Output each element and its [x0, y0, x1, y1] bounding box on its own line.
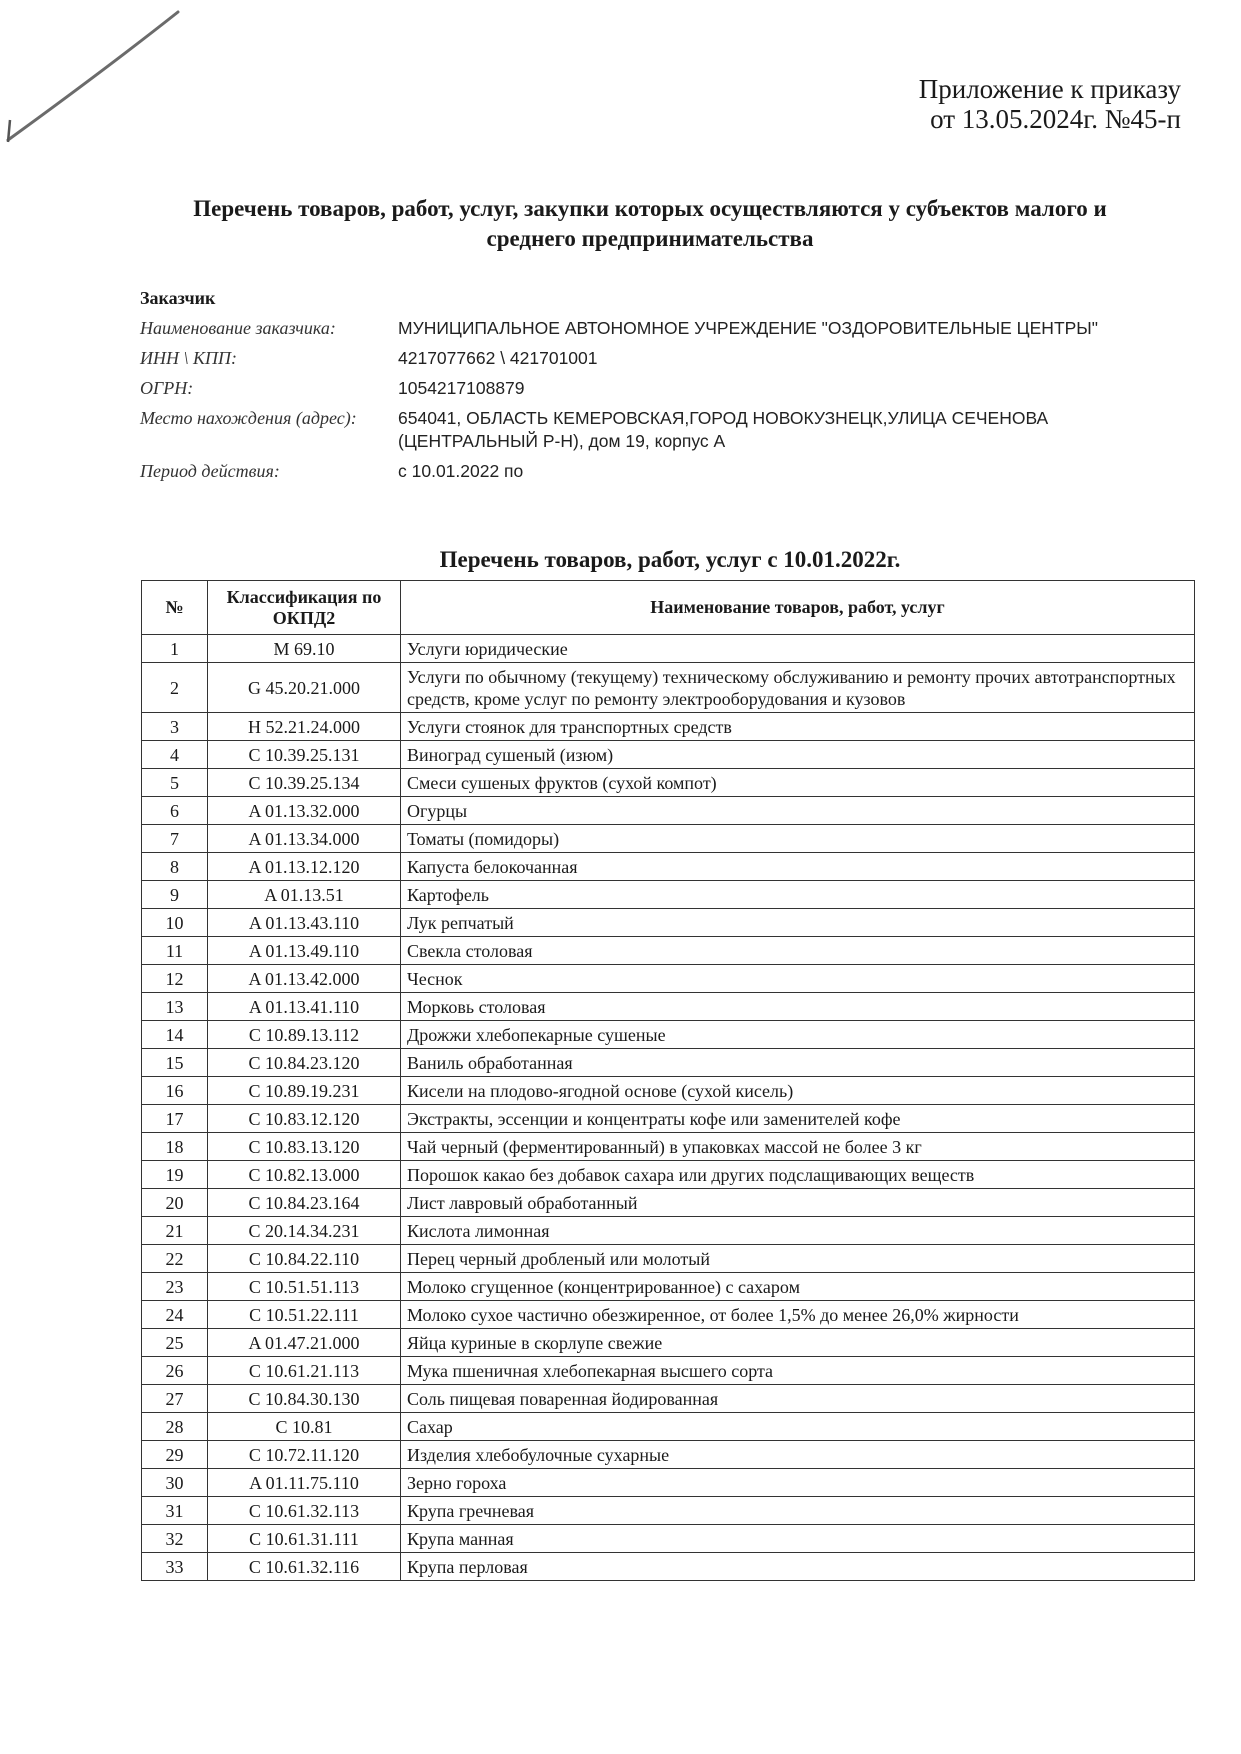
cell-name: Молоко сгущенное (концентрированное) с сахаром — [401, 1273, 1195, 1301]
cell-num: 20 — [142, 1189, 208, 1217]
customer-field-label: Наименование заказчика: — [140, 318, 336, 338]
customer-heading: Заказчик — [140, 288, 216, 308]
cell-code: C 10.84.30.130 — [208, 1385, 401, 1413]
cell-num: 24 — [142, 1301, 208, 1329]
cell-num: 23 — [142, 1273, 208, 1301]
cell-num: 5 — [142, 769, 208, 797]
document-title-line-2: среднего предпринимательства — [486, 226, 814, 251]
customer-field-row — [140, 407, 1170, 453]
cell-name: Чеснок — [401, 965, 1195, 993]
cell-name: Ваниль обработанная — [401, 1049, 1195, 1077]
cell-name: Молоко сухое частично обезжиренное, от более 1,5% до менее 26,0% жирности — [401, 1301, 1195, 1329]
items-table — [141, 580, 1195, 1581]
cell-num: 11 — [142, 937, 208, 965]
table-row — [142, 1497, 1195, 1525]
cell-name: Соль пищевая поваренная йодированная — [401, 1385, 1195, 1413]
table-row — [142, 1049, 1195, 1077]
cell-num: 18 — [142, 1133, 208, 1161]
cell-num: 26 — [142, 1357, 208, 1385]
customer-fields — [140, 317, 1170, 483]
cell-name: Зерно гороха — [401, 1469, 1195, 1497]
cell-num: 4 — [142, 741, 208, 769]
cell-name: Услуги юридические — [401, 635, 1195, 663]
cell-name: Экстракты, эссенции и концентраты кофе или заменителей кофе — [401, 1105, 1195, 1133]
customer-section — [140, 288, 1170, 490]
cell-num: 15 — [142, 1049, 208, 1077]
cell-num: 14 — [142, 1021, 208, 1049]
cell-num: 9 — [142, 881, 208, 909]
cell-code: C 10.82.13.000 — [208, 1161, 401, 1189]
cell-code: C 10.89.19.231 — [208, 1077, 401, 1105]
cell-num: 28 — [142, 1413, 208, 1441]
customer-field-value: МУНИЦИПАЛЬНОЕ АВТОНОМНОЕ УЧРЕЖДЕНИЕ "ОЗДОРОВИТЕЛЬНЫЕ ЦЕНТРЫ" — [398, 318, 1099, 338]
cell-code: A 01.13.49.110 — [208, 937, 401, 965]
cell-code: C 10.72.11.120 — [208, 1441, 401, 1469]
cell-num: 25 — [142, 1329, 208, 1357]
cell-num: 8 — [142, 853, 208, 881]
table-row — [142, 1077, 1195, 1105]
cell-num: 16 — [142, 1077, 208, 1105]
appendix-line-1: Приложение к приказу — [918, 74, 1181, 104]
cell-num: 19 — [142, 1161, 208, 1189]
table-row — [142, 1273, 1195, 1301]
table-row — [142, 1469, 1195, 1497]
cell-name: Яйца куриные в скорлупе свежие — [401, 1329, 1195, 1357]
cell-name: Виноград сушеный (изюм) — [401, 741, 1195, 769]
cell-code: C 10.81 — [208, 1413, 401, 1441]
scan-pen-stroke — [0, 0, 200, 160]
customer-field-value: 654041, ОБЛАСТЬ КЕМЕРОВСКАЯ,ГОРОД НОВОКУЗНЕЦК,УЛИЦА СЕЧЕНОВА (ЦЕНТРАЛЬНЫЙ Р-Н), дом 19, корпус А — [398, 408, 1049, 451]
cell-name: Огурцы — [401, 797, 1195, 825]
cell-num: 12 — [142, 965, 208, 993]
cell-name: Свекла столовая — [401, 937, 1195, 965]
cell-num: 2 — [142, 663, 208, 713]
table-row — [142, 1189, 1195, 1217]
cell-name: Изделия хлебобулочные сухарные — [401, 1441, 1195, 1469]
cell-num: 33 — [142, 1553, 208, 1581]
table-row — [142, 1217, 1195, 1245]
cell-code: A 01.13.34.000 — [208, 825, 401, 853]
cell-code: A 01.11.75.110 — [208, 1469, 401, 1497]
cell-name: Мука пшеничная хлебопекарная высшего сорта — [401, 1357, 1195, 1385]
cell-name: Кислота лимонная — [401, 1217, 1195, 1245]
table-header-row — [142, 581, 1195, 635]
cell-name: Услуги по обычному (текущему) техническому обслуживанию и ремонту прочих автотранспортных средств, кроме услуг по ремонту электрооборудования и кузовов — [401, 663, 1195, 713]
cell-name: Крупа перловая — [401, 1553, 1195, 1581]
cell-num: 27 — [142, 1385, 208, 1413]
table-row — [142, 1245, 1195, 1273]
cell-name: Услуги стоянок для транспортных средств — [401, 713, 1195, 741]
table-row — [142, 1525, 1195, 1553]
cell-num: 6 — [142, 797, 208, 825]
table-row — [142, 825, 1195, 853]
cell-num: 29 — [142, 1441, 208, 1469]
cell-code: C 10.84.23.120 — [208, 1049, 401, 1077]
cell-code: A 01.13.41.110 — [208, 993, 401, 1021]
table-row — [142, 1105, 1195, 1133]
cell-name: Томаты (помидоры) — [401, 825, 1195, 853]
cell-name: Чай черный (ферментированный) в упаковках массой не более 3 кг — [401, 1133, 1195, 1161]
list-title: Перечень товаров, работ, услуг с 10.01.2022г. — [439, 547, 901, 572]
cell-code: C 10.61.32.116 — [208, 1553, 401, 1581]
cell-name: Кисели на плодово-ягодной основе (сухой кисель) — [401, 1077, 1195, 1105]
table-row — [142, 635, 1195, 663]
cell-name: Порошок какао без добавок сахара или других подслащивающих веществ — [401, 1161, 1195, 1189]
cell-code: C 10.84.22.110 — [208, 1245, 401, 1273]
table-row — [142, 881, 1195, 909]
cell-name: Лист лавровый обработанный — [401, 1189, 1195, 1217]
cell-num: 30 — [142, 1469, 208, 1497]
appendix-line-2: от 13.05.2024г. №45-п — [930, 104, 1181, 134]
cell-num: 10 — [142, 909, 208, 937]
cell-code: C 10.39.25.131 — [208, 741, 401, 769]
cell-num: 31 — [142, 1497, 208, 1525]
cell-num: 22 — [142, 1245, 208, 1273]
table-row — [142, 1161, 1195, 1189]
table-row — [142, 1021, 1195, 1049]
table-row — [142, 741, 1195, 769]
cell-name: Сахар — [401, 1413, 1195, 1441]
customer-field-row — [140, 317, 1170, 340]
cell-name: Крупа гречневая — [401, 1497, 1195, 1525]
cell-code: C 10.61.21.113 — [208, 1357, 401, 1385]
cell-code: C 10.84.23.164 — [208, 1189, 401, 1217]
cell-code: A 01.13.32.000 — [208, 797, 401, 825]
cell-code: C 10.39.25.134 — [208, 769, 401, 797]
cell-code: A 01.13.43.110 — [208, 909, 401, 937]
cell-code: A 01.47.21.000 — [208, 1329, 401, 1357]
cell-code: A 01.13.42.000 — [208, 965, 401, 993]
customer-field-value: 4217077662 \ 421701001 — [398, 348, 598, 368]
cell-name: Смеси сушеных фруктов (сухой компот) — [401, 769, 1195, 797]
table-row — [142, 1385, 1195, 1413]
table-row — [142, 1441, 1195, 1469]
table-row — [142, 1133, 1195, 1161]
table-row — [142, 769, 1195, 797]
cell-num: 17 — [142, 1105, 208, 1133]
cell-num: 13 — [142, 993, 208, 1021]
cell-code: C 10.51.51.113 — [208, 1273, 401, 1301]
cell-code: C 10.61.32.113 — [208, 1497, 401, 1525]
cell-name: Перец черный дробленый или молотый — [401, 1245, 1195, 1273]
cell-name: Капуста белокочанная — [401, 853, 1195, 881]
table-body — [142, 635, 1195, 1581]
cell-code: C 10.51.22.111 — [208, 1301, 401, 1329]
cell-code: C 10.61.31.111 — [208, 1525, 401, 1553]
appendix-note — [919, 74, 1181, 134]
table-row — [142, 965, 1195, 993]
cell-code: G 45.20.21.000 — [208, 663, 401, 713]
customer-field-value: с 10.01.2022 по — [398, 461, 524, 481]
header-name: Наименование товаров, работ, услуг — [401, 581, 1195, 635]
cell-code: C 20.14.34.231 — [208, 1217, 401, 1245]
table-row — [142, 937, 1195, 965]
cell-num: 3 — [142, 713, 208, 741]
table-row — [142, 1357, 1195, 1385]
cell-name: Лук репчатый — [401, 909, 1195, 937]
cell-name: Картофель — [401, 881, 1195, 909]
cell-code: C 10.89.13.112 — [208, 1021, 401, 1049]
cell-name: Крупа манная — [401, 1525, 1195, 1553]
cell-code: A 01.13.12.120 — [208, 853, 401, 881]
header-code: Классификация по ОКПД2 — [208, 581, 401, 635]
customer-field-value: 1054217108879 — [398, 378, 525, 398]
cell-code: C 10.83.13.120 — [208, 1133, 401, 1161]
table-row — [142, 1553, 1195, 1581]
customer-field-label: ИНН \ КПП: — [140, 348, 237, 368]
table-row — [142, 1329, 1195, 1357]
table-row — [142, 663, 1195, 713]
cell-code: H 52.21.24.000 — [208, 713, 401, 741]
table-row — [142, 853, 1195, 881]
cell-code: A 01.13.51 — [208, 881, 401, 909]
customer-field-row — [140, 460, 1170, 483]
cell-name: Морковь столовая — [401, 993, 1195, 1021]
customer-field-row — [140, 347, 1170, 370]
table-row — [142, 993, 1195, 1021]
table-row — [142, 713, 1195, 741]
table-row — [142, 1413, 1195, 1441]
cell-code: C 10.83.12.120 — [208, 1105, 401, 1133]
table-row — [142, 909, 1195, 937]
customer-field-label: Место нахождения (адрес): — [140, 408, 357, 428]
cell-num: 32 — [142, 1525, 208, 1553]
table-row — [142, 797, 1195, 825]
cell-num: 1 — [142, 635, 208, 663]
customer-field-label: ОГРН: — [140, 378, 194, 398]
cell-num: 21 — [142, 1217, 208, 1245]
header-num: № — [142, 581, 208, 635]
customer-field-label: Период действия: — [140, 461, 280, 481]
document-title — [140, 194, 1160, 254]
cell-name: Дрожжи хлебопекарные сушеные — [401, 1021, 1195, 1049]
table-row — [142, 1301, 1195, 1329]
cell-code: M 69.10 — [208, 635, 401, 663]
document-title-line-1: Перечень товаров, работ, услуг, закупки которых осуществляются у субъектов малого и — [193, 196, 1107, 221]
cell-num: 7 — [142, 825, 208, 853]
customer-field-row — [140, 377, 1170, 400]
